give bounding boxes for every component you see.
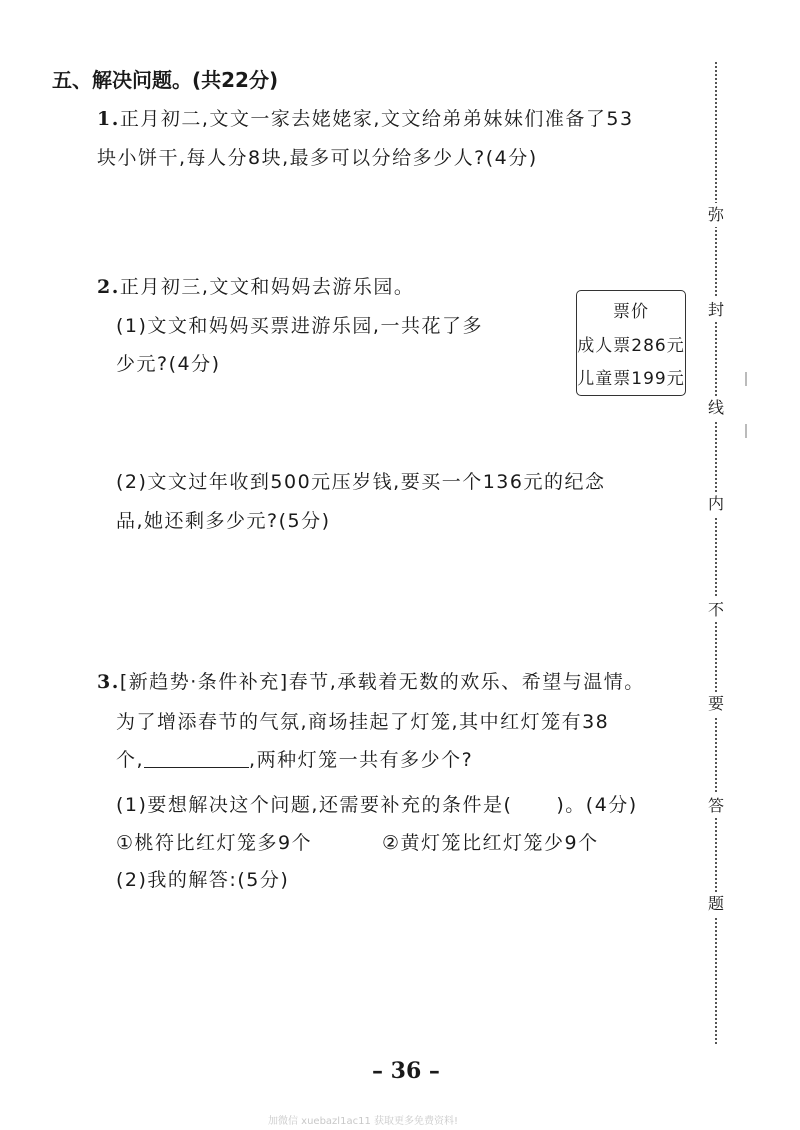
question-1-number: 1. bbox=[97, 108, 120, 130]
binding-char-5: 不 bbox=[702, 598, 730, 622]
page-number: – 36 – bbox=[372, 1058, 440, 1084]
question-3-line-3 bbox=[116, 745, 473, 772]
question-2-sub-1-line-1: (1)文文和妈妈买票进游乐园,一共花了多 bbox=[116, 315, 483, 337]
question-2-intro bbox=[97, 272, 414, 299]
price-box-title: 票价 bbox=[613, 302, 649, 322]
question-1-line-1 bbox=[97, 104, 634, 131]
binding-char-6: 要 bbox=[702, 692, 730, 716]
answer-blank[interactable] bbox=[144, 749, 249, 768]
adult-ticket-price: 成人票286元 bbox=[577, 336, 685, 356]
watermark: 加微信 xuebazl1ac11 获取更多免费资料! bbox=[268, 1116, 458, 1127]
binding-char-3: 线 bbox=[702, 396, 730, 420]
question-2-sub-1-line-2: 少元?(4分) bbox=[116, 353, 221, 375]
binding-char-1: 弥 bbox=[702, 203, 730, 227]
binding-char-7: 答 bbox=[702, 794, 730, 818]
binding-char-2: 封 bbox=[702, 298, 730, 322]
question-2-sub-2-line-2: 品,她还剩多少元?(5分) bbox=[116, 510, 331, 532]
option-1: ①桃符比红灯笼多9个 bbox=[116, 832, 313, 854]
question-3-sub-1 bbox=[116, 790, 638, 817]
binding-char-4: 内 bbox=[702, 492, 730, 516]
question-1-line-2: 块小饼干,每人分8块,最多可以分给多少人?(4分) bbox=[97, 147, 538, 169]
question-3-sub-1-score: )。(4分) bbox=[556, 794, 638, 816]
question-3-text: [新趋势·条件补充]春节,承载着无数的欢乐、希望与温情。 bbox=[119, 671, 645, 693]
question-3-sub-2: (2)我的解答:(5分) bbox=[116, 869, 290, 891]
child-ticket-price: 儿童票199元 bbox=[577, 369, 685, 389]
binding-tick-mark bbox=[745, 372, 747, 386]
question-3-number: 3. bbox=[97, 671, 120, 693]
question-2-sub-2-line-1: (2)文文过年收到500元压岁钱,要买一个136元的纪念 bbox=[116, 471, 606, 493]
option-2: ②黄灯笼比红灯笼少9个 bbox=[382, 832, 599, 854]
binding-char-8: 题 bbox=[702, 892, 730, 916]
question-2-text: 正月初三,文文和妈妈去游乐园。 bbox=[119, 276, 415, 298]
question-2-number: 2. bbox=[97, 276, 120, 298]
question-3-line-1 bbox=[97, 667, 645, 694]
ticket-price-box bbox=[576, 290, 686, 396]
section-title: 五、解决问题。(共22分) bbox=[52, 68, 279, 92]
question-3-line-2: 为了增添春节的气氛,商场挂起了灯笼,其中红灯笼有38 bbox=[116, 711, 610, 733]
binding-tick-mark bbox=[745, 424, 747, 438]
question-3-line-3-end: ,两种灯笼一共有多少个? bbox=[249, 749, 474, 771]
question-1-text: 正月初二,文文一家去姥姥家,文文给弟弟妹妹们准备了53 bbox=[119, 108, 634, 130]
question-3-line-3-start: 个, bbox=[116, 749, 145, 771]
question-3-sub-1-text: (1)要想解决这个问题,还需要补充的条件是( bbox=[116, 794, 513, 816]
